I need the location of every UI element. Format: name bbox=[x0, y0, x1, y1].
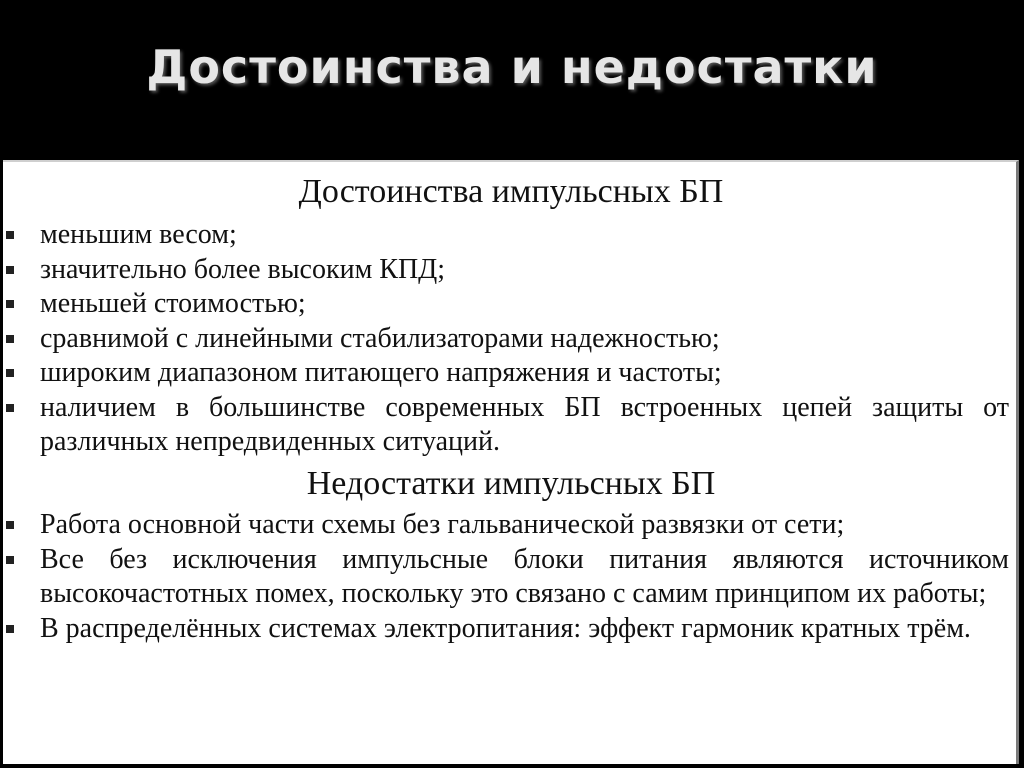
list-item-text: Все без исключения импульсные блоки питания являются источником высокочастотных помех, поскольку это связано с самим принципом их работы; bbox=[40, 543, 1009, 609]
list-item bbox=[3, 322, 1019, 357]
list-item bbox=[3, 287, 1019, 322]
disadvantages-list bbox=[3, 508, 1019, 646]
list-item bbox=[3, 612, 1019, 647]
list-item-text: В распределённых системах электропитания: эффект гармоник кратных трём. bbox=[40, 612, 971, 644]
list-item-text: наличием в большинстве современных БП встроенных цепей защиты от различных непредвиденных ситуаций. bbox=[40, 391, 1009, 457]
advantages-list bbox=[3, 218, 1019, 460]
list-item-text: Работа основной части схемы без гальванической развязки от сети; bbox=[40, 509, 845, 540]
square-bullet-icon bbox=[6, 335, 14, 343]
square-bullet-icon bbox=[6, 300, 14, 308]
list-item bbox=[3, 253, 1019, 288]
list-item-text: меньшим весом; bbox=[40, 219, 237, 250]
list-item-text: значительно более высоким КПД; bbox=[40, 253, 446, 285]
disadvantages-heading: Недостатки импульсных БП bbox=[306, 465, 716, 502]
list-item bbox=[3, 391, 1019, 460]
square-bullet-icon bbox=[6, 556, 14, 564]
list-item bbox=[3, 218, 1019, 253]
list-item bbox=[3, 543, 1019, 612]
list-item-text: широким диапазоном питающего напряжения и частоты; bbox=[40, 357, 722, 388]
slide-title: Достоинства и недостатки bbox=[146, 40, 878, 94]
square-bullet-icon bbox=[6, 369, 14, 377]
list-item bbox=[3, 356, 1019, 391]
advantages-heading: Достоинства импульсных БП bbox=[298, 173, 724, 210]
square-bullet-icon bbox=[6, 521, 14, 529]
list-item-text: меньшей стоимостью; bbox=[40, 288, 306, 319]
square-bullet-icon bbox=[6, 266, 14, 274]
square-bullet-icon bbox=[6, 625, 14, 633]
content-panel bbox=[3, 160, 1019, 764]
list-item-text: сравнимой с линейными стабилизаторами надежностью; bbox=[40, 322, 720, 354]
list-item bbox=[3, 508, 1019, 543]
square-bullet-icon bbox=[6, 404, 14, 412]
square-bullet-icon bbox=[6, 231, 14, 239]
